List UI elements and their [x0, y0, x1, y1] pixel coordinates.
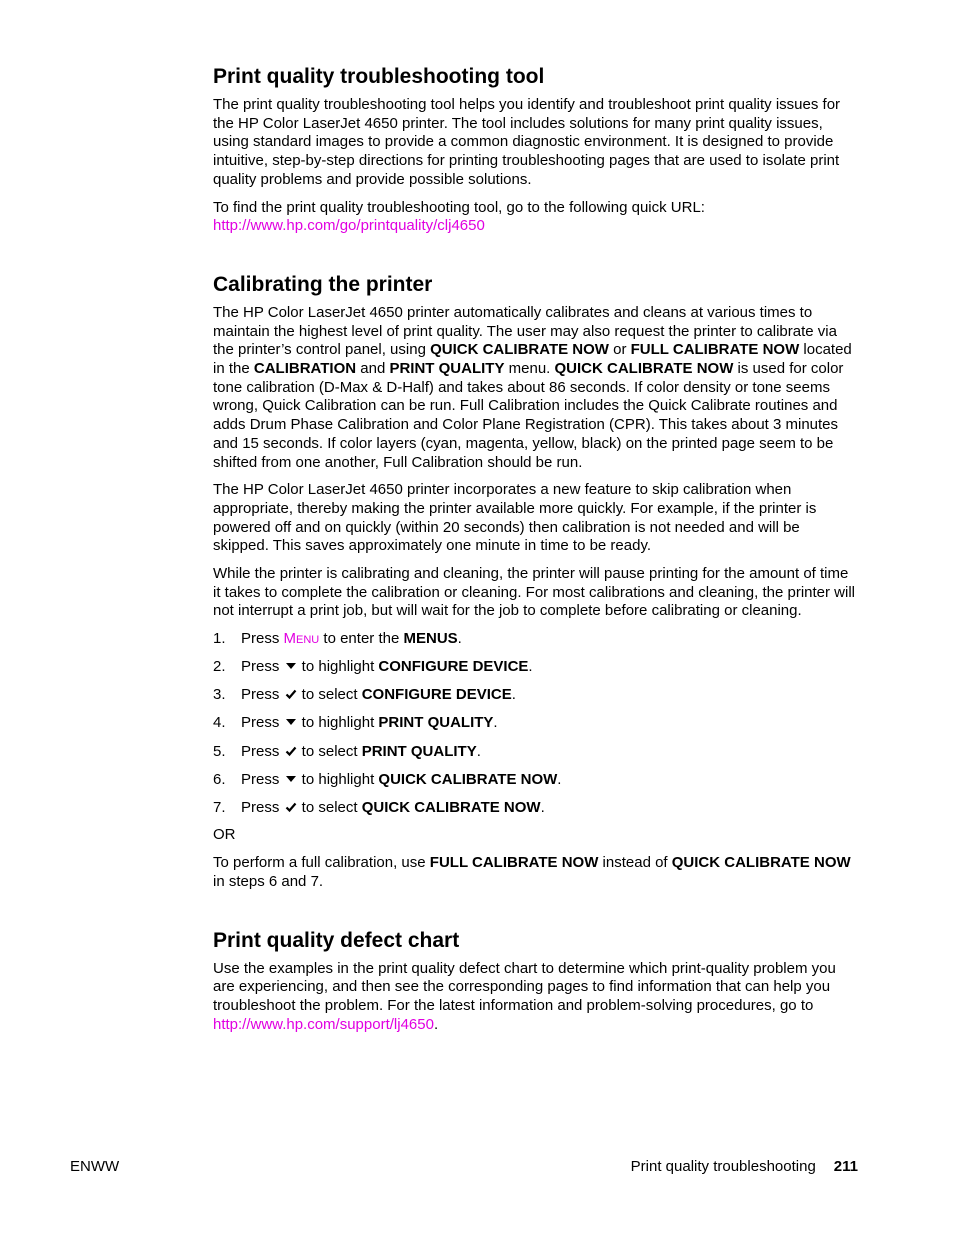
- page-content: [213, 64, 858, 1034]
- step-number: 6.: [213, 770, 226, 788]
- step-number: 5.: [213, 742, 226, 760]
- step-number: 3.: [213, 686, 226, 704]
- footer-enww: ENWW: [70, 1158, 120, 1175]
- heading-print-quality-tool: Print quality troubleshooting tool: [213, 65, 545, 88]
- heading-defect-chart: Print quality defect chart: [213, 928, 460, 952]
- paragraph-skip-calibration: The HP Color LaserJet 4650 printer incorporates a new feature to skip calibration when appropriate, thereby making the printer available more quickly. For example, if the printer is powered off and on quickly (within 20 seconds) then calibration is not needed and will be skipped. This saves approximately one minute in time to be ready.: [213, 481, 817, 555]
- paragraph-full-calibration: To perform a full calibration, use FULL CALIBRATE NOW instead of QUICK CALIBRATE NOW in steps 6 and 7.: [213, 854, 851, 890]
- or-text: OR: [213, 826, 236, 844]
- step-item: 5. Press to select PRINT QUALITY.: [213, 742, 481, 760]
- step-item: 2. Press to highlight CONFIGURE DEVICE.: [213, 658, 533, 676]
- step-item: 1. Press Menu to enter the MENUS.: [213, 630, 462, 648]
- paragraph-defect-chart: Use the examples in the print quality defect chart to determine which print-quality problem you are experiencing, and then see the corresponding pages to find information that can help you troubleshoot the problem. For the latest information and problem-solving procedures, go to http://www.hp.com/support/lj4650.: [213, 959, 836, 1033]
- paragraph-calibration-overview: The HP Color LaserJet 4650 printer automatically calibrates and cleans at various times to maintain the highest level of print quality. The user may also request the printer to calibrate via the printer’s control panel, using QUICK CALIBRATE NOW or FULL CALIBRATE NOW located in the CALIBRATION and PRINT QUALITY menu. QUICK CALIBRATE NOW is used for color tone calibration (D-Max & D-Half) and takes about 86 seconds. If color density or tone seems wrong, Quick Calibration can be run. Full Calibration includes the Quick Calibrate routines and adds Drum Phase Calibration and Color Plane Registration (CPR). This takes about 3 minutes and 15 seconds. If color layers (cyan, magenta, yellow, black) on the printed page seem to be shifted from one another, Full Calibration should be run.: [213, 303, 852, 471]
- tool-url-text: To find the print quality troubleshooting tool, go to the following quick URL:: [213, 198, 705, 216]
- heading-calibrating: Calibrating the printer: [213, 272, 433, 296]
- step-number: 4.: [213, 714, 226, 732]
- step-item: 6. Press to highlight QUICK CALIBRATE NOW.: [213, 770, 562, 788]
- checkmark-icon: [285, 687, 297, 699]
- paragraph-tool-url: [213, 199, 858, 236]
- page-number: 211: [833, 1158, 858, 1175]
- step-number: 7.: [213, 798, 226, 816]
- down-arrow-icon: [285, 715, 297, 727]
- menu-key: Menu: [283, 630, 320, 648]
- paragraph-tool-intro: The print quality troubleshooting tool helps you identify and troubleshoot print quality issues for the HP Color LaserJet 4650 printer. The tool includes solutions for many print quality issues, using standard images to provide a common diagnostic environment. It is designed to provide intuitive, step-by-step directions for printing troubleshooting pages that are used to isolate print quality problems and provide possible solutions.: [213, 96, 841, 188]
- step-number: 1.: [213, 630, 226, 648]
- step-item: 7. Press to select QUICK CALIBRATE NOW.: [213, 798, 545, 816]
- step-item: 3. Press to select CONFIGURE DEVICE.: [213, 686, 516, 704]
- footer-section-title: Print quality troubleshooting: [630, 1158, 816, 1175]
- down-arrow-icon: [285, 659, 297, 671]
- checkmark-icon: [285, 744, 297, 756]
- footer-right: [631, 1158, 858, 1177]
- paragraph-pause-printing: While the printer is calibrating and cleaning, the printer will pause printing for the amount of time it takes to complete the calibration or cleaning. For most calibrations and cleaning, the printer will not interrupt a print job, but will wait for the job to complete before calibrating or cleaning.: [213, 565, 855, 620]
- checkmark-icon: [285, 800, 297, 812]
- step-item: 4. Press to highlight PRINT QUALITY.: [213, 714, 498, 732]
- support-url-link[interactable]: http://www.hp.com/support/lj4650: [213, 1015, 434, 1033]
- tool-url-link[interactable]: http://www.hp.com/go/printquality/clj4650: [213, 217, 485, 235]
- calibration-steps-list: [213, 630, 858, 817]
- step-number: 2.: [213, 658, 226, 676]
- down-arrow-icon: [285, 772, 297, 784]
